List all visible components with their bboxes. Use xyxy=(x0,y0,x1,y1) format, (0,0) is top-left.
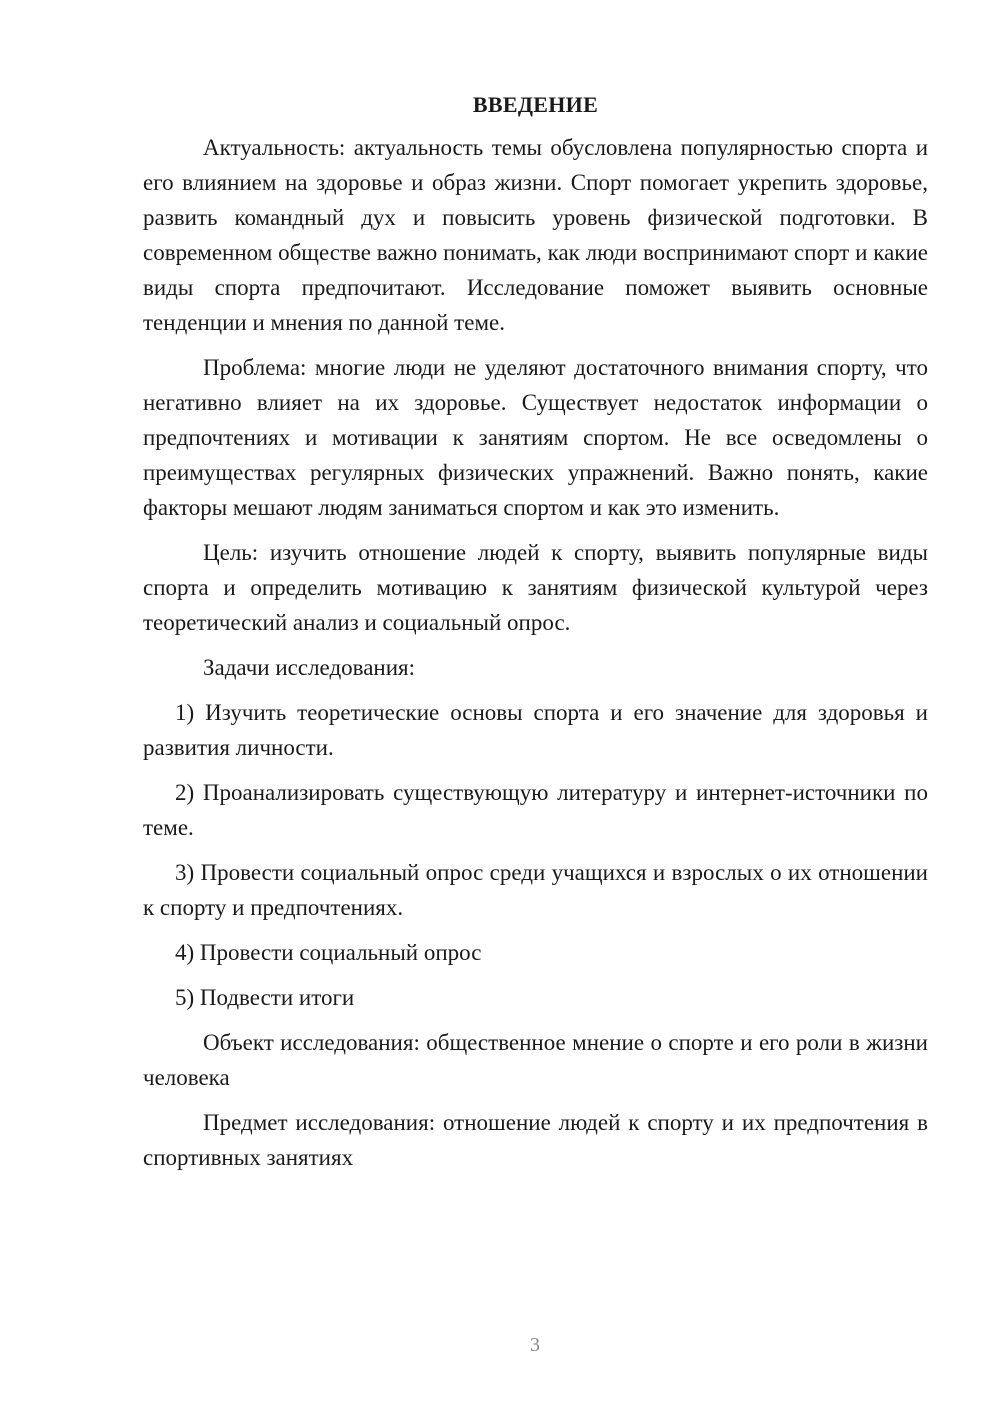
task-item-2: 2) Проанализировать существующую литературу и интернет-источники по теме. xyxy=(143,780,928,840)
task-item-5: 5) Подвести итоги xyxy=(175,985,355,1010)
paragraph-subject: Предмет исследования: отношение людей к спорту и их предпочтения в спортивных занятиях xyxy=(143,1110,928,1170)
paragraph-relevance: Актуальность: актуальность темы обусловлена популярностью спорта и его влиянием на здоровье и образ жизни. Спорт помогает укрепить здоровье, развить командный дух и повысить уровень физической подготовки. В современном обществе важно понимать, как люди воспринимают спорт и какие виды спорта предпочитают. Исследование поможет выявить основные тенденции и мнения по данной теме. xyxy=(143,135,928,335)
task-item-4: 4) Провести социальный опрос xyxy=(175,940,482,965)
task-item-3: 3) Провести социальный опрос среди учащихся и взрослых о их отношении к спорту и предпочтениях. xyxy=(143,860,928,920)
paragraph-goal: Цель: изучить отношение людей к спорту, выявить популярные виды спорта и определить мотивацию к занятиям физической культурой через теоретический анализ и социальный опрос. xyxy=(143,540,928,635)
paragraph-object: Объект исследования: общественное мнение о спорте и его роли в жизни человека xyxy=(143,1030,928,1090)
task-item-1: 1) Изучить теоретические основы спорта и его значение для здоровья и развития личности. xyxy=(143,700,928,760)
tasks-title: Задачи исследования: xyxy=(203,655,416,680)
paragraph-problem: Проблема: многие люди не уделяют достаточного внимания спорту, что негативно влияет на их здоровье. Существует недостаток информации о предпочтениях и мотивации к занятиям спортом. Не все осведомлены о преимуществах регулярных физических упражнений. Важно понять, какие факторы мешают людям заниматься спортом и как это изменить. xyxy=(143,355,928,520)
page-number: 3 xyxy=(530,1334,540,1356)
document-page xyxy=(143,92,928,1175)
page-title: ВВЕДЕНИЕ xyxy=(472,92,599,117)
